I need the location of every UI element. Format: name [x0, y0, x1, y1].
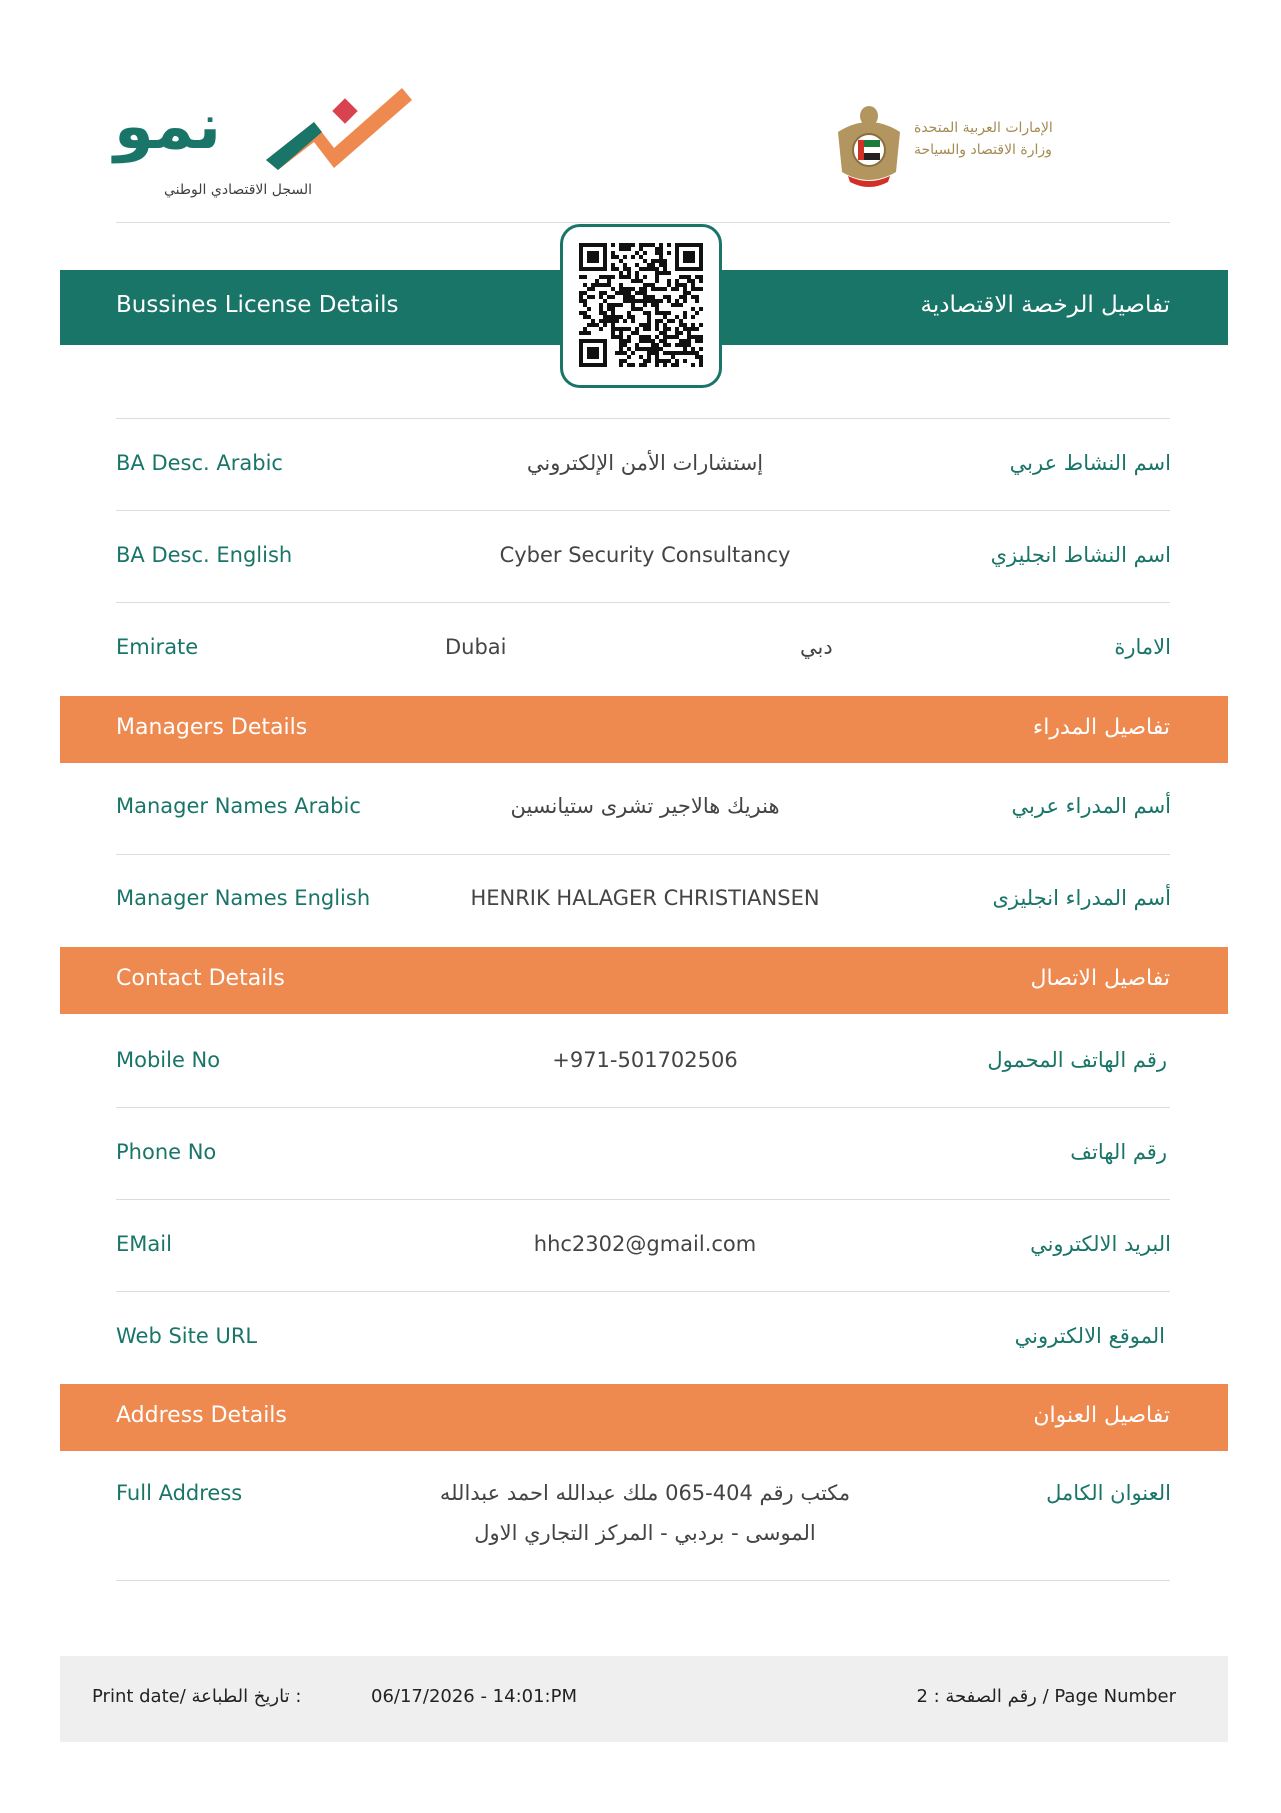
divider [116, 1199, 1170, 1200]
full-address-line2: الموسى - بردبي - المركز التجاري الاول [474, 1521, 816, 1545]
emirate-value-en: Dubai [445, 635, 507, 659]
manager-names-arabic-value: هنريك هالاجير تشرى ستيانسين [510, 794, 780, 818]
page-number: 2 : رقم الصفحة / Page Number [916, 1686, 1176, 1707]
managers-section-title-en: Managers Details [116, 715, 308, 740]
manager-names-english-label-ar: أسم المدراء انجليزى [992, 886, 1171, 910]
uae-eagle-emblem-icon [834, 102, 904, 190]
mobile-value: +971-501702506 [552, 1048, 738, 1072]
uae-ministry-logo [834, 102, 1174, 192]
divider [116, 1107, 1170, 1108]
ba-desc-english-label-ar: اسم النشاط انجليزي [990, 543, 1171, 567]
header-divider [116, 222, 1170, 223]
divider [116, 602, 1170, 603]
manager-names-english-label-en: Manager Names English [116, 886, 371, 910]
namo-logo [112, 82, 412, 212]
ba-desc-arabic-label-ar: اسم النشاط عربي [1009, 451, 1171, 475]
print-footer [60, 1656, 1228, 1742]
website-label-en: Web Site URL [116, 1324, 258, 1348]
divider [116, 1580, 1170, 1581]
ba-desc-arabic-label-en: BA Desc. Arabic [116, 451, 283, 475]
managers-section-title-ar: تفاصيل المدراء [1032, 715, 1170, 740]
emirate-label-ar: الامارة [1114, 635, 1171, 659]
ba-desc-english-value: Cyber Security Consultancy [499, 543, 791, 567]
managers-section-header [60, 696, 1228, 763]
phone-label-ar: رقم الهاتف [1070, 1140, 1167, 1164]
uae-line1: الإمارات العربية المتحدة [914, 120, 1053, 136]
mobile-label-ar: رقم الهاتف المحمول [987, 1048, 1167, 1072]
contact-section-header [60, 947, 1228, 1014]
namo-logo-subtitle: السجل الاقتصادي الوطني [164, 182, 312, 198]
divider [116, 854, 1170, 855]
divider [116, 418, 1170, 419]
uae-line2: وزارة الاقتصاد والسياحة [914, 142, 1052, 158]
qr-code-icon [579, 243, 703, 367]
ba-desc-english-label-en: BA Desc. English [116, 543, 293, 567]
email-value: hhc2302@gmail.com [533, 1232, 757, 1256]
print-date-value: 06/17/2026 - 14:01:PM [371, 1686, 578, 1707]
manager-names-english-value: HENRIK HALAGER CHRISTIANSEN [470, 886, 820, 910]
address-section-title-en: Address Details [116, 1403, 287, 1428]
namo-arrow-icon [262, 82, 422, 172]
ba-desc-arabic-value: إستشارات الأمن الإلكتروني [526, 451, 764, 475]
divider [116, 1291, 1170, 1292]
manager-names-arabic-label-ar: أسم المدراء عربي [1011, 794, 1171, 818]
email-label-en: EMail [116, 1232, 172, 1256]
qr-code-frame [560, 224, 722, 388]
phone-label-en: Phone No [116, 1140, 217, 1164]
emirate-label-en: Emirate [116, 635, 199, 659]
website-label-ar: الموقع الالكتروني [1014, 1324, 1165, 1348]
mobile-label-en: Mobile No [116, 1048, 221, 1072]
print-date-label: Print date/ تاريخ الطباعة : [92, 1686, 302, 1707]
contact-section-title-en: Contact Details [116, 966, 285, 991]
address-section-title-ar: تفاصيل العنوان [1033, 1403, 1170, 1428]
divider [116, 510, 1170, 511]
full-address-line1: مكتب رقم 404-065 ملك عبدالله احمد عبدالله [439, 1481, 851, 1505]
contact-section-title-ar: تفاصيل الاتصال [1030, 966, 1170, 991]
banner-title-en: Bussines License Details [116, 292, 399, 318]
banner-title-ar: تفاصيل الرخصة الاقتصادية [920, 292, 1170, 318]
full-address-label-en: Full Address [116, 1481, 243, 1505]
address-section-header [60, 1384, 1228, 1451]
emirate-value-ar: دبي [800, 635, 833, 659]
email-label-ar: البريد الالكتروني [1030, 1232, 1171, 1256]
manager-names-arabic-label-en: Manager Names Arabic [116, 794, 361, 818]
namo-logo-word: نمو [114, 90, 222, 164]
full-address-label-ar: العنوان الكامل [1046, 1481, 1171, 1505]
